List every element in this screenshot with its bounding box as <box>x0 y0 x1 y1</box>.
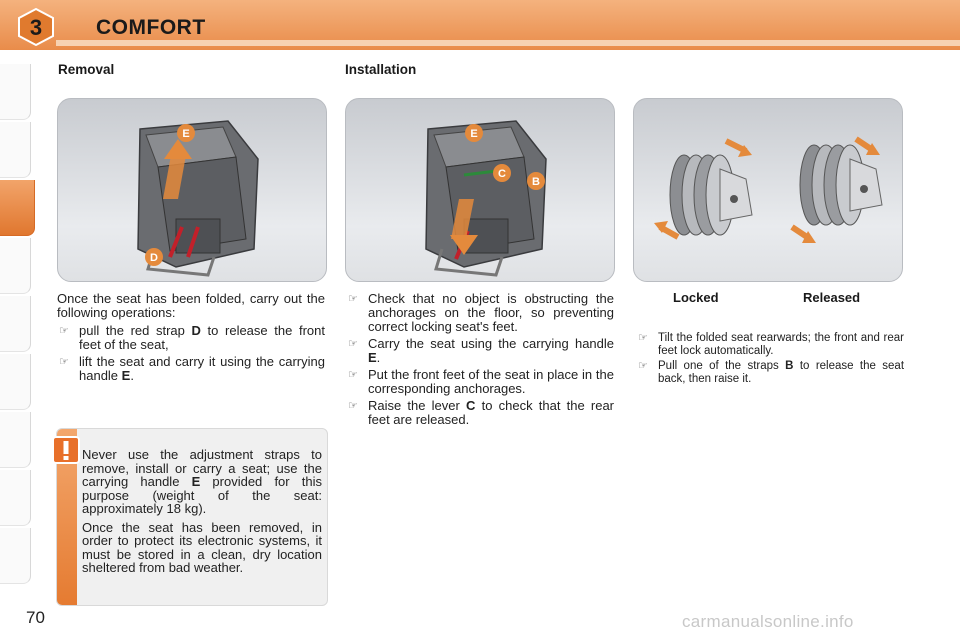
pointing-hand-icon: ☞ <box>348 293 358 305</box>
caption-locked: Locked <box>673 290 719 305</box>
pointing-hand-icon: ☞ <box>348 338 358 350</box>
pointing-hand-icon: ☞ <box>348 400 358 412</box>
label-b-marker <box>527 172 545 190</box>
page-title: COMFORT <box>96 16 206 39</box>
chapter-header <box>0 0 960 50</box>
removal-text <box>57 292 325 386</box>
chapter-tab[interactable] <box>0 238 31 294</box>
chapter-tab[interactable] <box>0 354 31 410</box>
removal-bullet: ☞ lift the seat and carry it using the carrying handle E. <box>59 354 325 383</box>
label-e: E <box>182 128 190 140</box>
label-c: C <box>498 168 506 180</box>
installation-illustration <box>345 98 615 282</box>
label-e: E <box>470 128 478 140</box>
chapter-tab-active[interactable] <box>0 180 35 236</box>
anchorage-locked-drawing <box>654 141 752 237</box>
removal-bullet: ☞ pull the red strap D to release the front feet of the seat, <box>59 323 325 352</box>
installation-text <box>346 292 614 430</box>
removal-intro: Once the seat has been folded, carry out the following operations: <box>57 291 325 320</box>
pointing-hand-icon: ☞ <box>59 325 69 337</box>
label-c-marker <box>493 164 511 182</box>
installation-bullet: ☞ Put the front feet of the seat in place in the corresponding anchorages. <box>348 367 614 396</box>
warning-paragraph-1: Never use the adjustment straps to remove, install or carry a seat; use the carrying handle E provided for this purpose (weight of the seat: approximately 18 kg). <box>82 447 323 516</box>
header-rule <box>56 40 960 46</box>
chapter-tab[interactable] <box>0 296 31 352</box>
installation-heading: Installation <box>345 62 417 77</box>
removal-heading: Removal <box>58 62 115 77</box>
chapter-tab[interactable] <box>0 412 31 468</box>
warning-text <box>82 448 322 580</box>
anchorage-bullet: ☞ Tilt the folded seat rearwards; the front and rear feet lock automatically. <box>638 332 904 357</box>
anchorage-illustration <box>633 98 903 282</box>
chapter-tab[interactable] <box>0 470 31 526</box>
chapter-number: 3 <box>29 15 43 40</box>
pointing-hand-icon: ☞ <box>59 356 69 368</box>
pointing-hand-icon: ☞ <box>638 332 648 344</box>
removal-illustration <box>57 98 327 282</box>
chapter-tab[interactable] <box>0 528 31 584</box>
label-e-marker <box>465 124 483 142</box>
watermark: carmanualsonline.info <box>682 612 854 631</box>
chapter-tab[interactable] <box>0 64 31 120</box>
pointing-hand-icon: ☞ <box>638 360 648 372</box>
chapter-tab[interactable] <box>0 122 31 178</box>
pointing-hand-icon: ☞ <box>348 369 358 381</box>
seat-drawing <box>426 121 546 275</box>
anchorage-released-drawing <box>792 139 882 243</box>
installation-bullet: ☞ Raise the lever C to check that the rear feet are released. <box>348 398 614 427</box>
label-d-marker <box>145 248 163 266</box>
installation-bullet: ☞ Carry the seat using the carrying handle E. <box>348 336 614 365</box>
caption-released: Released <box>803 290 861 305</box>
label-b: B <box>532 176 540 188</box>
installation-bullet: ☞ Check that no object is obstructing the anchorages on the floor, so preventing correct locking seat's feet. <box>348 291 614 334</box>
label-e-marker <box>177 124 195 142</box>
chapter-badge <box>18 8 54 46</box>
warning-paragraph-2: Once the seat has been removed, in order to protect its electronic systems, it must be stored in a clean, dry location sheltered from bad weather. <box>82 519 322 575</box>
label-d: D <box>150 252 158 264</box>
anchorage-bullet: ☞ Pull one of the straps B to release the seat back, then raise it. <box>638 360 905 385</box>
page-number: 70 <box>26 608 45 627</box>
chapter-tabs <box>0 64 40 586</box>
anchorage-text <box>636 332 904 388</box>
exclamation-icon <box>52 436 80 464</box>
